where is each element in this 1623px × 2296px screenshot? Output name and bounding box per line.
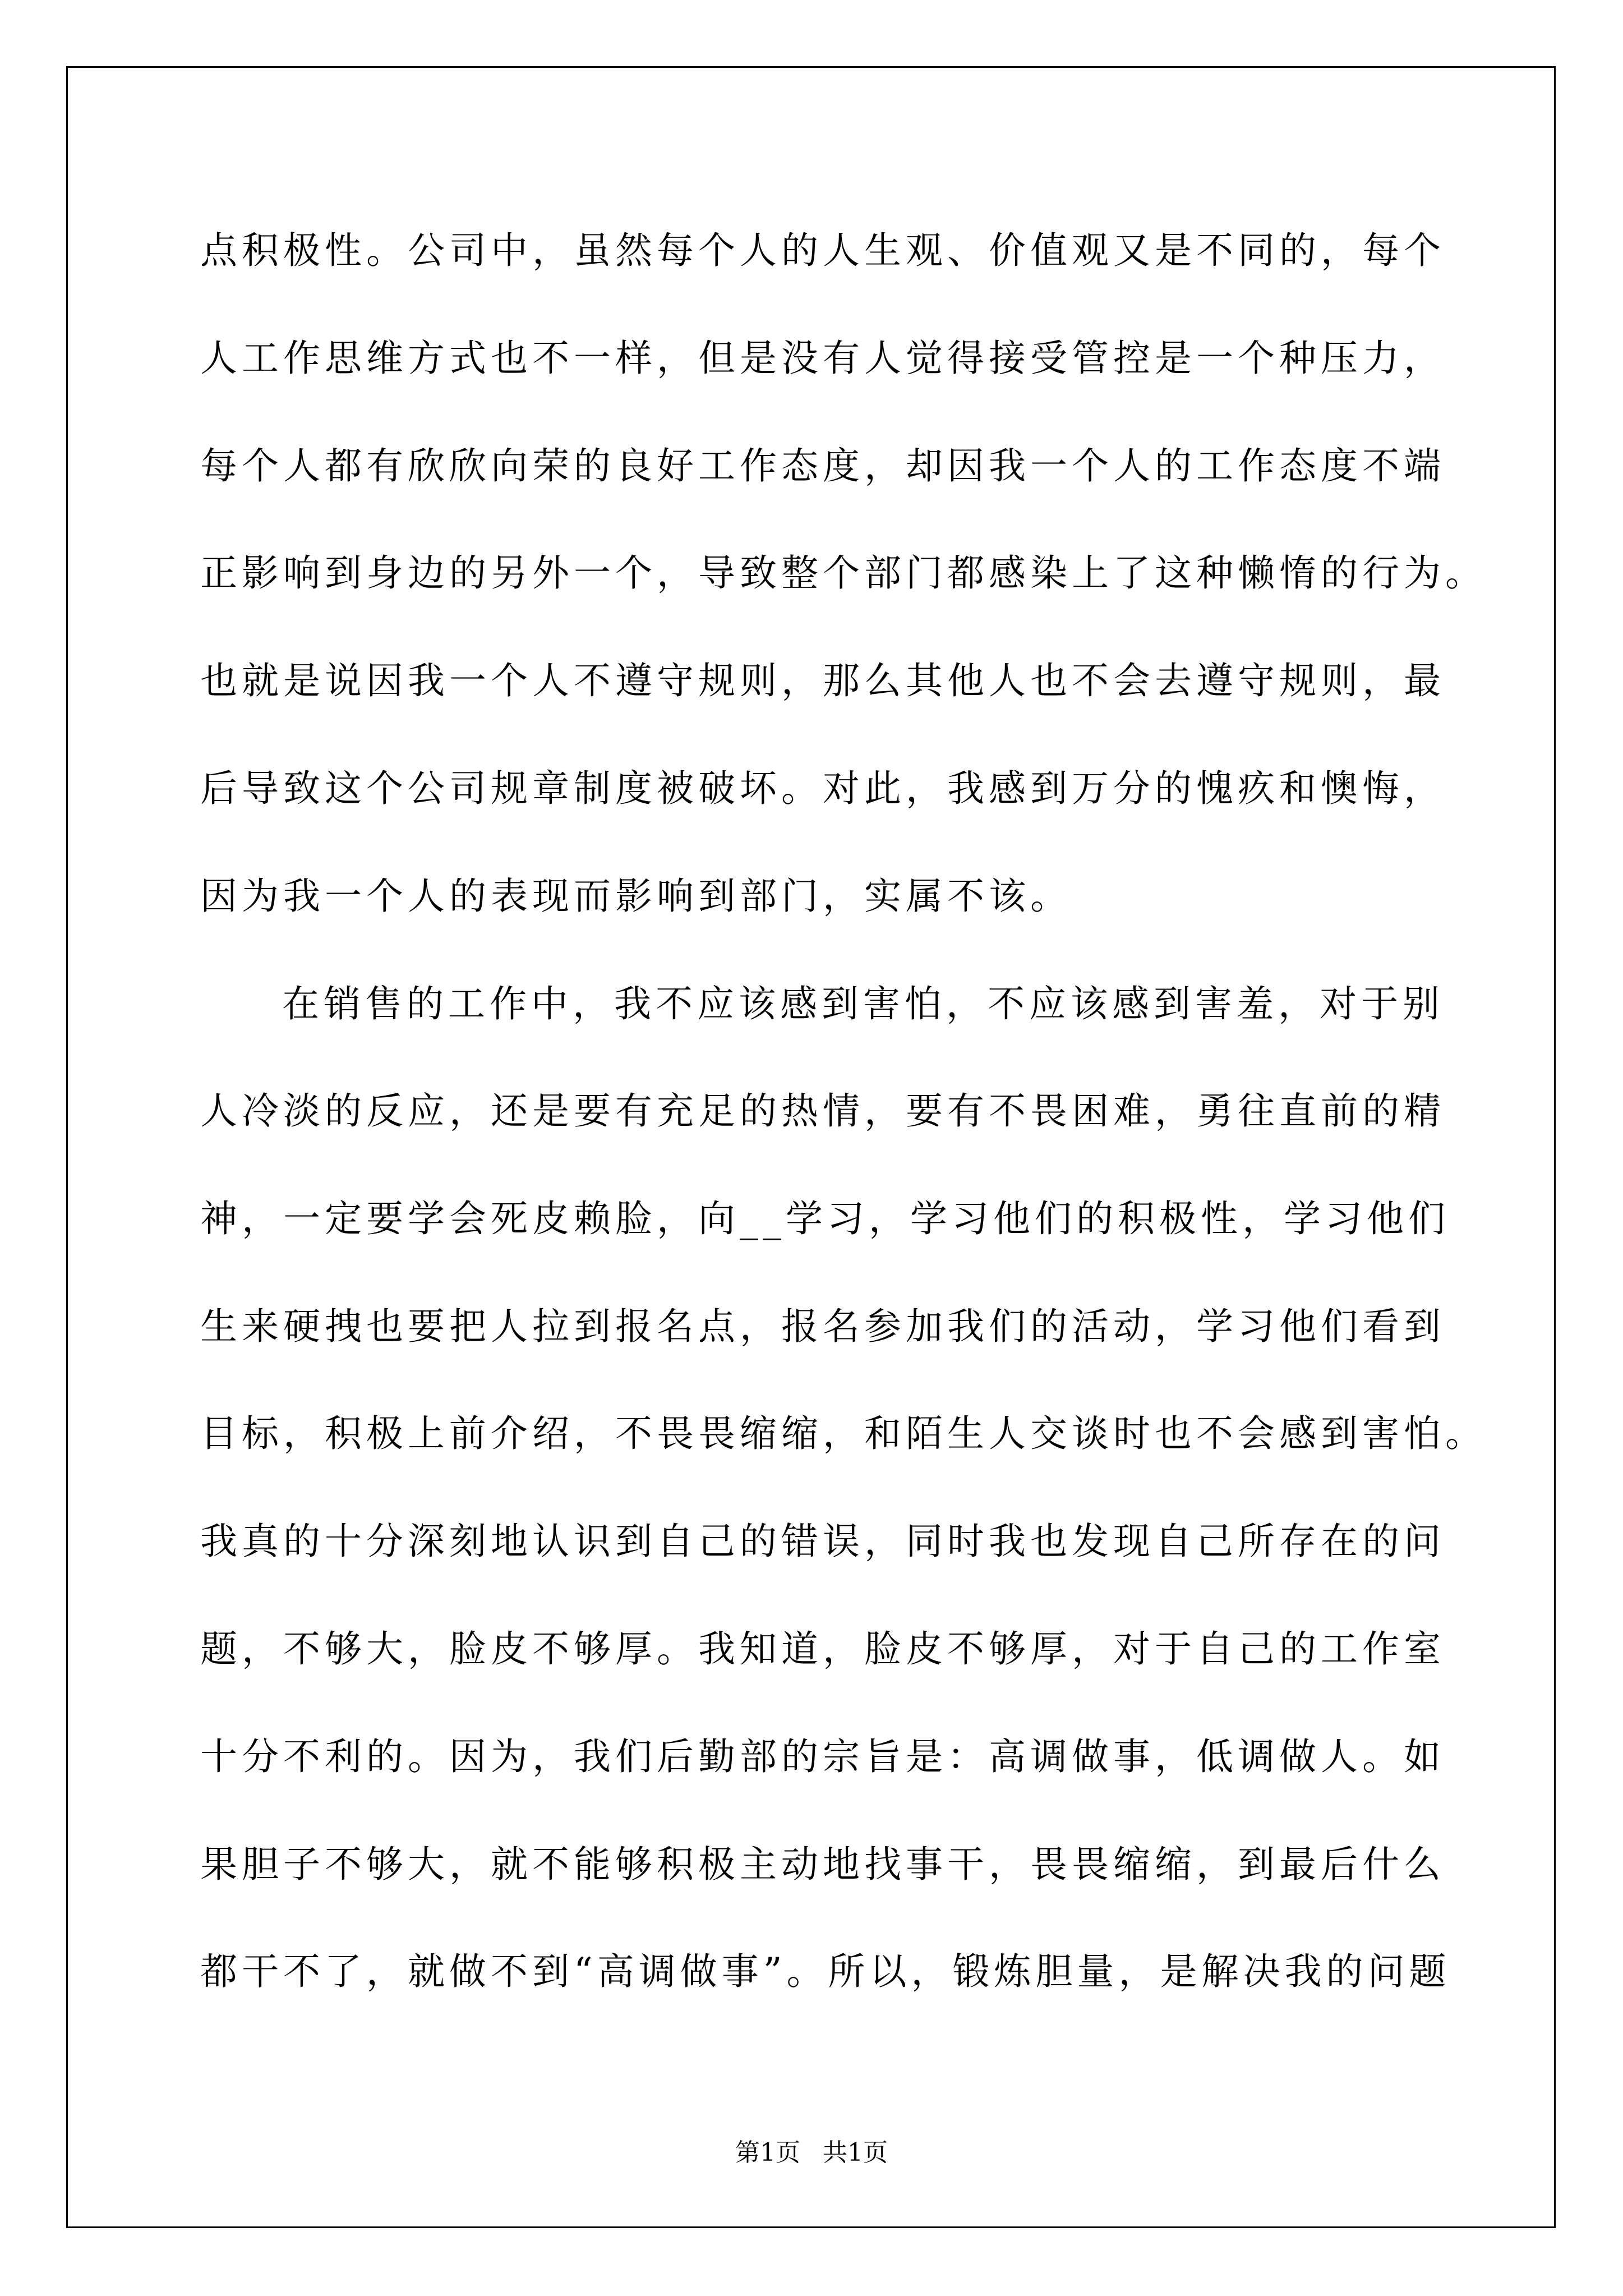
text-line: 后导致这个公司规章制度被破坏。对此，我感到万分的愧疚和懊悔， [200,767,1445,810]
text-line: 因为我一个人的表现而影响到部门，实属不该。 [200,875,1072,918]
text-line: 神，一定要学会死皮赖脸，向__学习，学习他们的积极性，学习他们 [200,1197,1450,1240]
text-line: 都干不了，就做不到“高调做事”。所以，锻炼胆量，是解决我的问题 [200,1950,1451,1993]
page-number: 第1页 [735,2138,800,2167]
paragraph-first-line: 在销售的工作中，我不应该感到害怕，不应该感到害羞，对于别 [282,982,1444,1025]
text-line: 人工作思维方式也不一样，但是没有人觉得接受管控是一个种压力， [200,337,1445,380]
text-line: 我真的十分深刻地认识到自己的错误，同时我也发现自己所存在的问 [200,1520,1445,1563]
text-line: 人冷淡的反应，还是要有充足的热情，要有不畏困难，勇往直前的精 [200,1089,1445,1133]
text-line: 正影响到身边的另外一个，导致整个部门都感染上了这种懒惰的行为。 [200,551,1487,595]
text-line: 果胆子不够大，就不能够积极主动地找事干，畏畏缩缩，到最后什么 [200,1843,1445,1886]
page-footer [0,2136,1623,2170]
text-line: 题，不够大，脸皮不够厚。我知道，脸皮不够厚，对于自己的工作室 [200,1627,1445,1671]
page-border [66,66,1556,2228]
page-total: 共1页 [823,2138,888,2167]
text-line: 生来硬拽也要把人拉到报名点，报名参加我们的活动，学习他们看到 [200,1305,1445,1348]
text-line: 十分不利的。因为，我们后勤部的宗旨是：高调做事，低调做人。如 [200,1735,1445,1778]
text-line: 也就是说因我一个人不遵守规则，那么其他人也不会去遵守规则，最 [200,659,1445,702]
text-line: 点积极性。公司中，虽然每个人的人生观、价值观又是不同的，每个 [200,229,1445,272]
text-line: 每个人都有欣欣向荣的良好工作态度，却因我一个人的工作态度不端 [200,444,1445,487]
text-line: 目标，积极上前介绍，不畏畏缩缩，和陌生人交谈时也不会感到害怕。 [200,1412,1487,1455]
